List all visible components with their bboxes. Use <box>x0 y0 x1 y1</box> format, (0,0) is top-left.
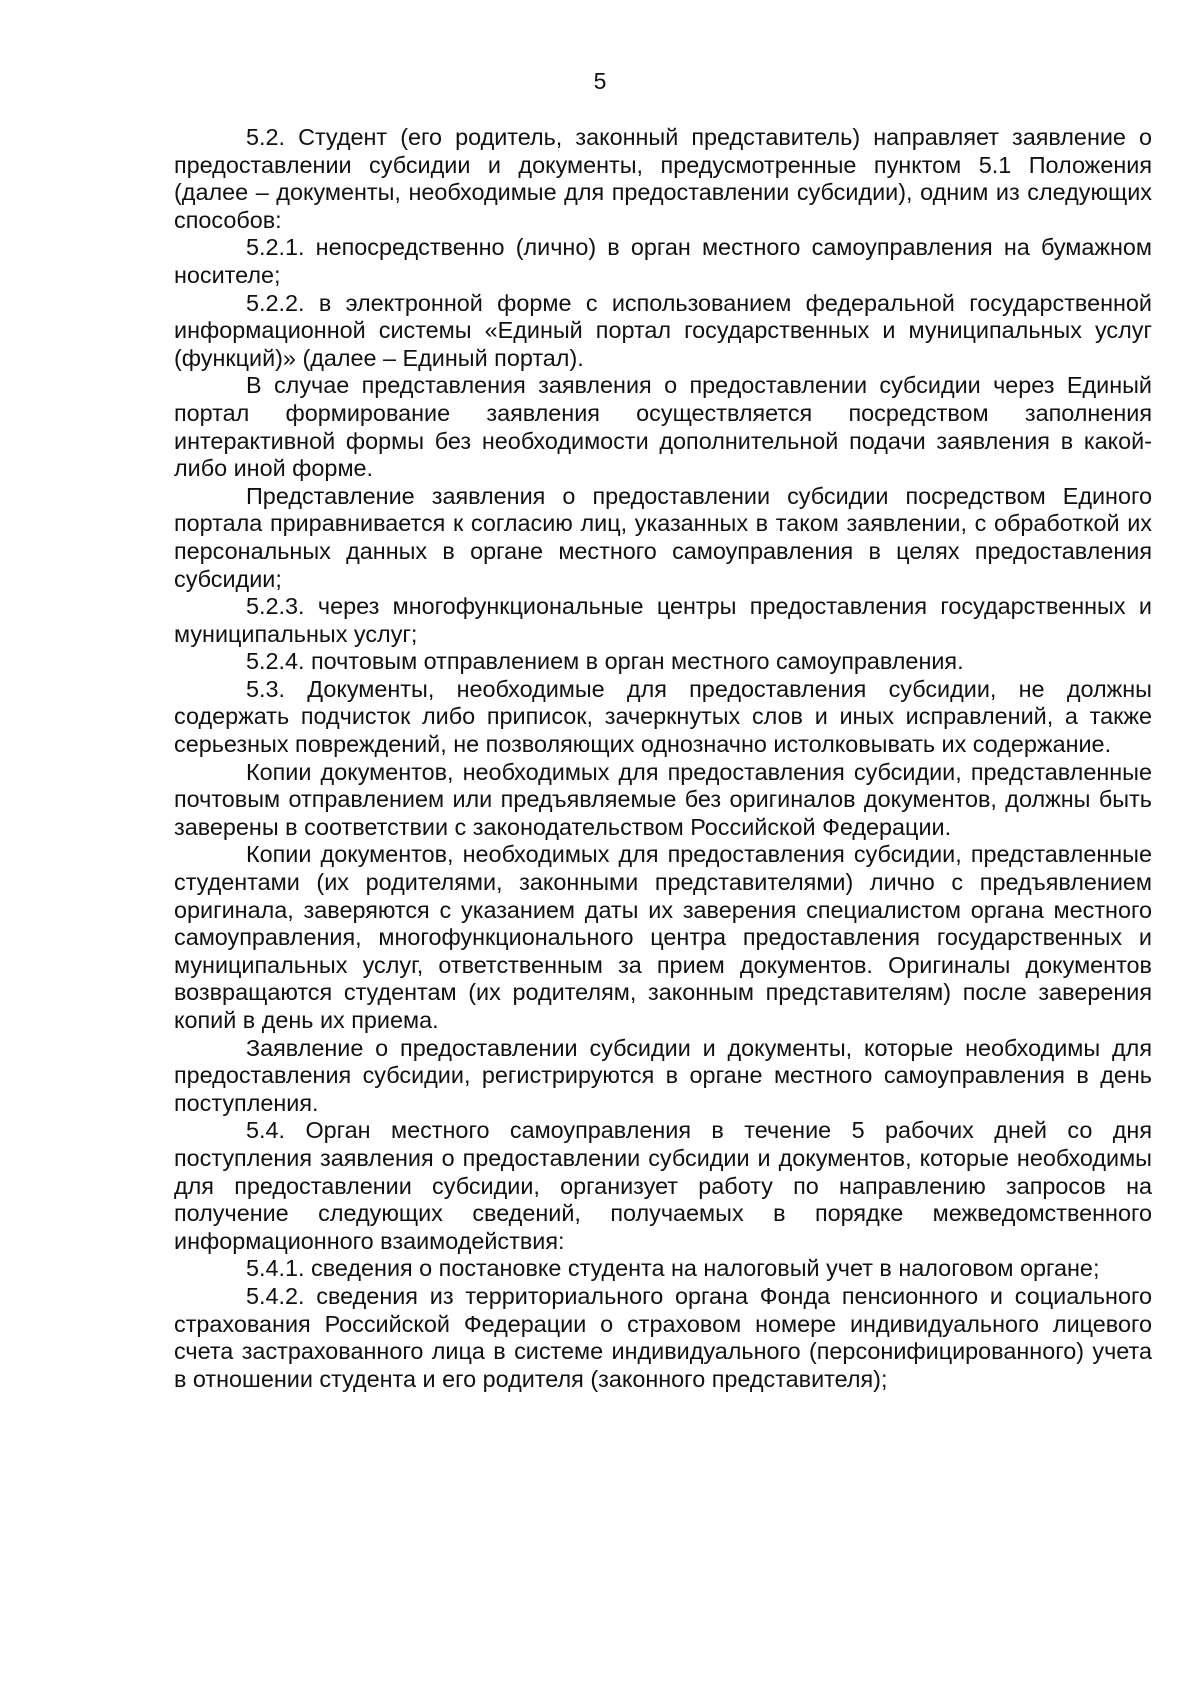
document-body <box>174 124 1152 1393</box>
paragraph-5-4-2: 5.4.2. сведения из территориального органа Фонда пенсионного и социального страхования Российской Федерации о страховом номере индивидуального лицевого счета застрахованного лица в системе индивидуального (персонифицированного) учета в отношении студента и его родителя (законного представителя); <box>174 1282 1152 1392</box>
page-number: 5 <box>593 68 607 94</box>
paragraph-unified-portal-application: В случае представления заявления о предоставлении субсидии через Единый портал формирование заявления осуществляется посредством заполнения интерактивной формы без необходимости дополнительной подачи заявления в какой-либо иной форме. <box>174 372 1152 482</box>
paragraph-personal-data-consent: Представление заявления о предоставлении субсидии посредством Единого портала приравнивается к согласию лиц, указанных в таком заявлении, с обработкой их персональных данных в органе местного самоуправления в целях предоставления субсидии; <box>174 482 1152 592</box>
paragraph-5-2-4: 5.2.4. почтовым отправлением в орган местного самоуправления. <box>246 648 964 675</box>
paragraph-copies-in-person: Копии документов, необходимых для предоставления субсидии, представленные студентами (их родителями, законными представителями) лично с предъявлением оригинала, заверяются с указанием даты их заверения специалистом органа местного самоуправления, многофункционального центра предоставления государственных и муниципальных услуг, ответственным за прием документов. Оригиналы документов возвращаются студентам (их родителям, законным представителям) после заверения копий в день их приема. <box>174 841 1152 1033</box>
paragraph-registration: Заявление о предоставлении субсидии и документы, которые необходимы для предоставления субсидии, регистрируются в органе местного самоуправления в день поступления. <box>174 1034 1152 1116</box>
paragraph-5-2-1: 5.2.1. непосредственно (лично) в орган местного самоуправления на бумажном носителе; <box>174 234 1152 288</box>
paragraph-5-4-1: 5.4.1. сведения о постановке студента на налоговый учет в налоговом органе; <box>246 1255 1100 1282</box>
paragraph-copies-by-mail: Копии документов, необходимых для предоставления субсидии, представленные почтовым отправлением или предъявляемые без оригиналов документов, должны быть заверены в соответствии с законодательством Российской Федерации. <box>174 758 1152 840</box>
paragraph-5-2-2: 5.2.2. в электронной форме с использованием федеральной государственной информационной системы «Единый портал государственных и муниципальных услуг (функций)» (далее – Единый портал). <box>174 289 1152 371</box>
paragraph-5-2: 5.2. Студент (его родитель, законный представитель) направляет заявление о предоставлении субсидии и документы, предусмотренные пунктом 5.1 Положения (далее – документы, необходимые для предоставлении субсидии), одним из следующих способов: <box>174 124 1152 233</box>
paragraph-5-2-3: 5.2.3. через многофункциональные центры предоставления государственных и муниципальных услуг; <box>174 593 1152 647</box>
paragraph-5-3: 5.3. Документы, необходимые для предоставления субсидии, не должны содержать подчисток либо приписок, зачеркнутых слов и иных исправлений, а также серьезных повреждений, не позволяющих однозначно истолковывать их содержание. <box>174 675 1152 758</box>
paragraph-5-4: 5.4. Орган местного самоуправления в течение 5 рабочих дней со дня поступления заявления о предоставлении субсидии и документов, которые необходимы для предоставлении субсидии, организует работу по направлению запросов на получение следующих сведений, получаемых в порядке межведомственного информационного взаимодействия: <box>174 1117 1152 1254</box>
